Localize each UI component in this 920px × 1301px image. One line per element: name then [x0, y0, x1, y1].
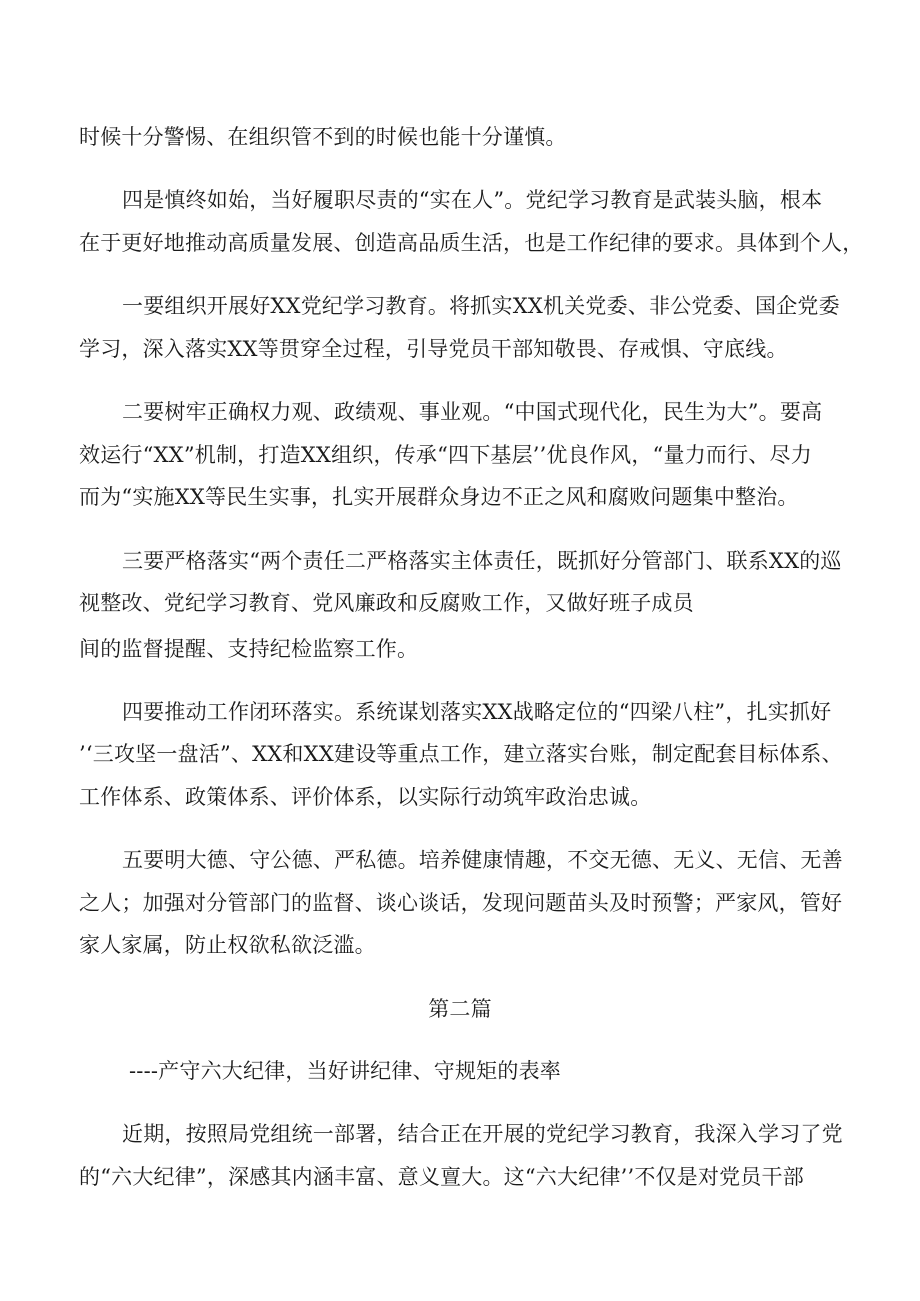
- paragraph-line: 五要明大德、守公德、严私德。培养健康情趣，不交无德、无义、无信、无善: [122, 848, 843, 872]
- paragraph-line: 的“六大纪律”，深感其内涵丰富、意义亶大。这“六大纪律’’不仅是对党员干部: [79, 1165, 804, 1189]
- paragraph-line: 效运行“XX”机制，打造XX组织，传承“四下基层’’优良作风，“量力而行、尽力: [79, 443, 812, 467]
- section-subtitle: ----产守六大纪律，当好讲纪律、守规矩的表率: [129, 1059, 561, 1083]
- paragraph-line: 四是慎终如始，当好履职尽责的“实在人”。党纪学习教育是武装头脑，根本: [122, 188, 823, 212]
- paragraph-line: 在于更好地推动高质量发展、创造高品质生活，也是工作纪律的要求。具体到个人，: [79, 231, 864, 255]
- paragraph-line: 三要严格落实“两个责任二严格落实主体责任，既抓好分管部门、联系XX的巡: [122, 549, 842, 573]
- paragraph-line: 四要推动工作闭环落实。系统谋划落实XX战略定位的“四梁八柱”，扎实抓好: [122, 700, 832, 724]
- paragraph-line: 而为“实施XX等民生实事，扎实开展群众身边不正之风和腐败问题集中整治。: [79, 485, 799, 509]
- paragraph-line: 一要组织开展好XX党纪学习教育。将抓实XX机关党委、非公党委、国企党委: [122, 294, 840, 318]
- paragraph-line: 之人；加强对分管部门的监督、谈心谈话，发现问题苗头及时预警；严家风，管好: [79, 891, 843, 915]
- paragraph-line: 工作体系、政策体系、评价体系，以实际行动筑牢政治忠诚。: [79, 785, 652, 809]
- paragraph-line: 近期，按照局党组统一部署，结合正在开展的党纪学习教育，我深入学习了党: [122, 1122, 843, 1146]
- paragraph-line: ’‘三攻坚一盘活”、XX和XX建设等重点工作，建立落实台账，制定配套目标体系、: [79, 742, 843, 766]
- paragraph-line: 视整改、党纪学习教育、党风廉政和反腐败工作，又做好班子成员: [79, 591, 694, 615]
- paragraph-line: 时候十分警惕、在组织管不到的时候也能十分谨慎。: [79, 125, 567, 149]
- paragraph-line: 家人家属，防止权欲私欲泛滥。: [79, 933, 376, 957]
- paragraph-line: 二要树牢正确权力观、政绩观、事业观。“中国式现代化，民生为大”。要高: [122, 400, 823, 424]
- paragraph-line: 学习，深入落实XX等贯穿全过程，引导党员干部知敬畏、存戒惧、守底线。: [79, 337, 788, 361]
- paragraph-line: 间的监督提醒、支持纪检监察工作。: [79, 637, 419, 661]
- section-title: 第二篇: [428, 997, 492, 1021]
